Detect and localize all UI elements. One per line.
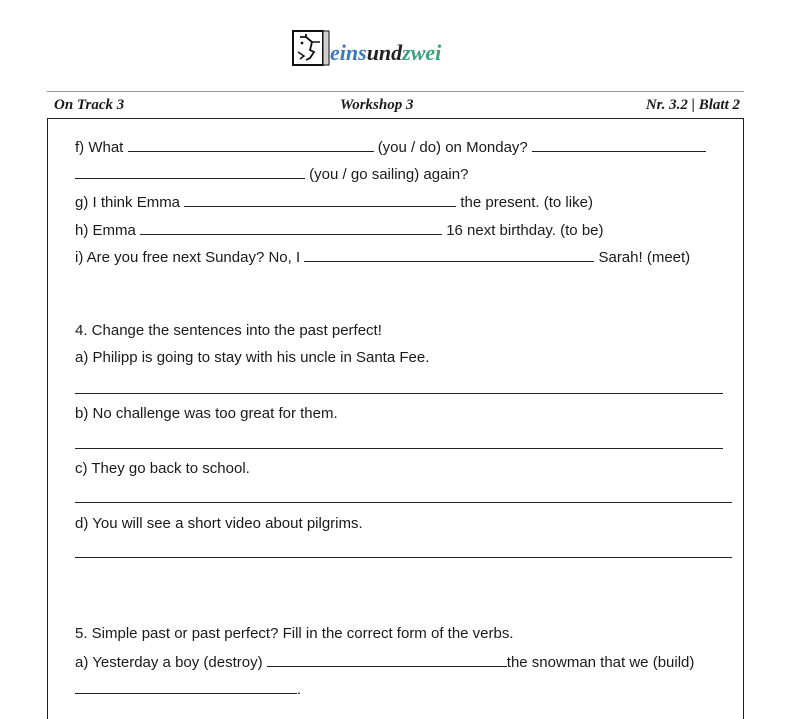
answer-blank-g[interactable]: [184, 193, 456, 207]
answer-line-4b[interactable]: [75, 448, 723, 449]
exercise-line-i: [75, 248, 690, 267]
answer-blank-i[interactable]: [304, 248, 594, 262]
exercise-5-a: [75, 653, 694, 672]
header-course: On Track 3: [54, 97, 125, 113]
answer-blank-5a2[interactable]: [75, 680, 297, 694]
exercise-5-a-continued: [75, 680, 301, 699]
answer-line-4d[interactable]: [75, 557, 732, 558]
line-5a-end: .: [297, 681, 302, 698]
exercise-5-title: 5. Simple past or past perfect? Fill in the correct form of the verbs.: [75, 625, 514, 642]
logo-eins: eins: [330, 40, 367, 65]
line-5a-text-a: a) Yesterday a boy (destroy): [75, 654, 263, 671]
header-sheet-number: Nr. 3.2 | Blatt 2: [645, 97, 740, 113]
exercise-4-a: a) Philipp is going to stay with his uncle in Santa Fee.: [75, 349, 430, 366]
logo-wordmark: [330, 40, 441, 66]
exercise-line-f: [75, 138, 706, 157]
exercise-4-title: 4. Change the sentences into the past perfect!: [75, 322, 382, 339]
logo-icon: [292, 28, 330, 68]
logo-zwei: zwei: [402, 40, 442, 65]
line-h-text-a: h) Emma: [75, 222, 136, 239]
header-workshop: Workshop 3: [340, 97, 414, 113]
line-f2-text: (you / go sailing) again?: [309, 166, 469, 183]
line-5a-text-b: the snowman that we (build): [506, 654, 695, 671]
answer-blank-5a[interactable]: [267, 653, 507, 667]
line-g-text-b: the present. (to like): [460, 194, 593, 211]
line-g-text-a: g) I think Emma: [75, 194, 181, 211]
exercise-line-g: [75, 193, 593, 212]
exercise-4-d: d) You will see a short video about pilgrims.: [75, 515, 363, 532]
logo-und: und: [366, 40, 403, 65]
line-i-text-b: Sarah! (meet): [598, 249, 691, 266]
line-h-text-b: 16 next birthday. (to be): [446, 222, 604, 239]
answer-blank-f3[interactable]: [75, 165, 305, 179]
exercise-line-f2: [75, 165, 468, 184]
answer-line-4c[interactable]: [75, 502, 732, 503]
answer-line-4a[interactable]: [75, 393, 723, 394]
exercise-4-c: c) They go back to school.: [75, 460, 250, 477]
line-i-text-a: i) Are you free next Sunday? No, I: [75, 249, 301, 266]
header-rule: [47, 91, 744, 92]
line-f-text-b: (you / do) on Monday?: [377, 139, 528, 156]
exercise-line-h: [75, 221, 604, 240]
line-f-text-a: f) What: [75, 139, 124, 156]
exercise-4-b: b) No challenge was too great for them.: [75, 405, 338, 422]
answer-blank-f1[interactable]: [128, 138, 374, 152]
answer-blank-f2[interactable]: [532, 138, 706, 152]
answer-blank-h[interactable]: [140, 221, 442, 235]
